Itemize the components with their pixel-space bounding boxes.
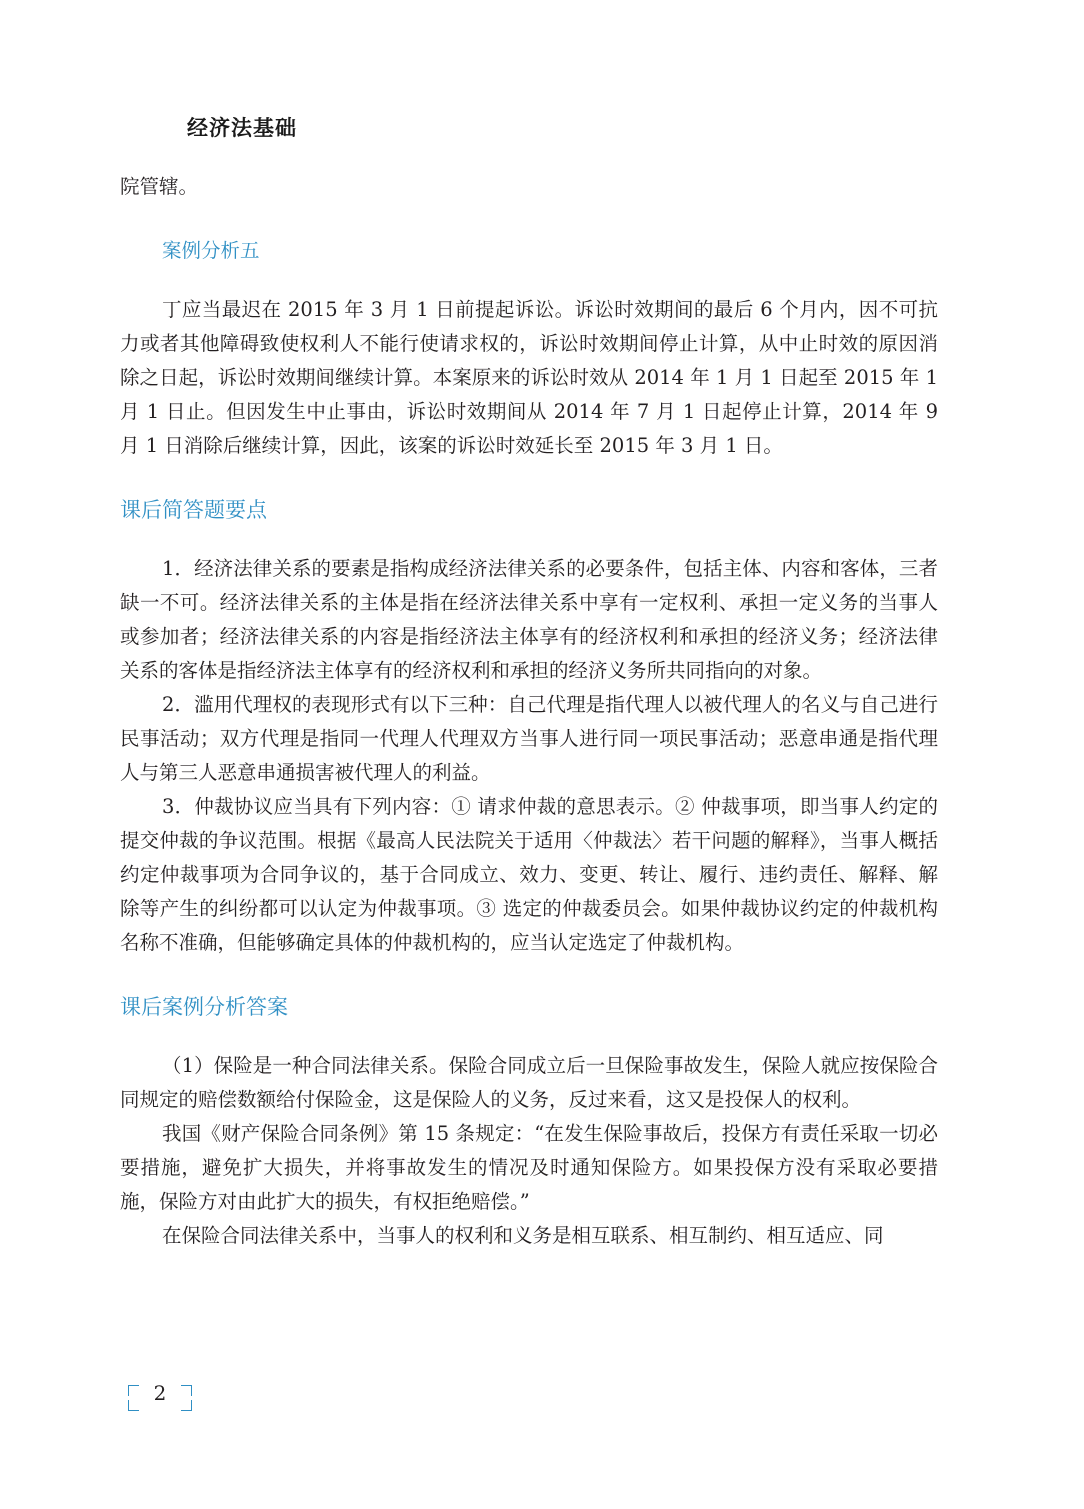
spacer [120,268,938,293]
case-answer-paragraph-3: 在保险合同法律关系中，当事人的权利和义务是相互联系、相互制约、相互适应、同 [162,1224,884,1247]
running-header-title: 经济法基础 [187,116,297,140]
page-number-frame [128,1381,192,1411]
case-analysis-five-heading: 案例分析五 [162,239,260,262]
spacer [120,527,938,552]
case-analysis-five-text: 丁应当最迟在 2015 年 3 月 1 日前提起诉讼。诉讼时效期间的最后 6 个月内，因不可抗力或者其他障碍致使权利人不能行使请求权的，诉讼时效期间停止计算，从中止时效的原因消除之日起，诉讼时效期间继续计算。本案原来的诉讼时效从 2014 年 1 月 1 日起至 2015 年 1 月 1 日止。但因发生中止事由，诉讼时效期间从 2014 年 7 月 1 日起停止计算，2014 年 9 月 1 日消除后继续计算，因此，该案的诉讼时效延长至 2015 年 3 月 1 日。 [120,298,938,457]
case-answers-heading: 课后案例分析答案 [120,995,288,1019]
spacer [120,1024,938,1049]
spacer [120,204,938,234]
answer-item-1: 1．经济法律关系的要素是指构成经济法律关系的必要条件，包括主体、内容和客体，三者缺一不可。经济法律关系的主体是指在经济法律关系中享有一定权利、承担一定义务的当事人或参加者；经济法律关系的内容是指经济法主体享有的经济权利和承担的经济义务；经济法律关系的客体是指经济法主体享有的经济权利和承担的经济义务所共同指向的对象。 [120,557,938,682]
case-answer-paragraph-1: （1）保险是一种合同法律关系。保险合同成立后一旦保险事故发生，保险人就应按保险合同规定的赔偿数额给付保险金，这是保险人的义务，反过来看，这又是投保人的权利。 [120,1054,938,1111]
answer-item-3: 3．仲裁协议应当具有下列内容：① 请求仲裁的意思表示。② 仲裁事项，即当事人约定的提交仲裁的争议范围。根据《最高人民法院关于适用〈仲裁法〉若干问题的解释》，当事人概括约定仲裁事项为合同争议的，基于合同成立、效力、变更、转让、履行、违约责任、解释、解除等产生的纠纷都可以认定为仲裁事项。③ 选定的仲裁委员会。如果仲裁协议约定的仲裁机构名称不准确，但能够确定具体的仲裁机构的，应当认定选定了仲裁机构。 [120,795,938,954]
short-answers-heading: 课后简答题要点 [120,498,267,522]
opening-fragment: 院管辖。 [120,175,199,198]
case-answer-paragraph-2: 我国《财产保险合同条例》第 15 条规定：“在发生保险事故后，投保方有责任采取一切必要措施，避免扩大损失，并将事故发生的情况及时通知保险方。如果投保方没有采取必要措施，保险方对由此扩大的损失，有权拒绝赔偿。” [120,1122,938,1213]
spacer [120,960,938,990]
page-body [120,170,938,1253]
answer-item-2: 2．滥用代理权的表现形式有以下三种：自己代理是指代理人以被代理人的名义与自己进行民事活动；双方代理是指同一代理人代理双方当事人进行同一项民事活动；恶意串通是指代理人与第三人恶意串通损害被代理人的利益。 [120,693,938,784]
page-number: 2 [153,1381,167,1405]
spacer [120,463,938,493]
